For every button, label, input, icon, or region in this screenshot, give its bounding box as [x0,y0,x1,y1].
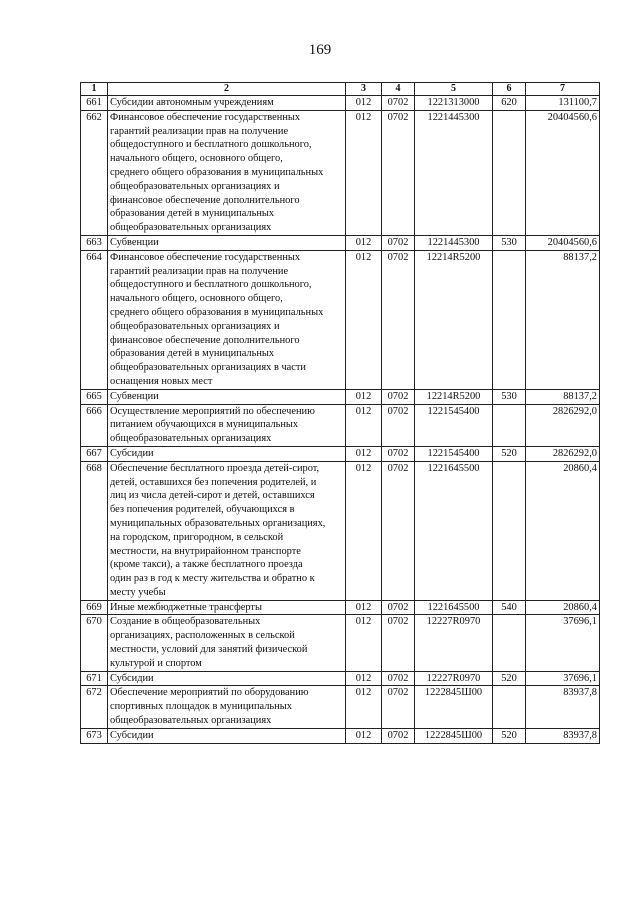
row-target-code: 1221313000 [415,96,493,111]
header-col-2: 2 [108,83,346,96]
row-admin-code: 012 [346,600,382,615]
row-section-code: 0702 [382,728,415,743]
table-header-row [81,83,600,96]
table-row [81,389,600,404]
row-number: 667 [81,446,108,461]
row-section-code: 0702 [382,671,415,686]
row-number: 665 [81,389,108,404]
header-col-4: 4 [382,83,415,96]
row-target-code: 1222845Ш00 [415,686,493,728]
row-target-code: 1221545400 [415,404,493,446]
row-expense-type: 540 [493,600,526,615]
row-amount: 20404560,6 [526,235,600,250]
row-amount: 37696,1 [526,615,600,671]
row-expense-type [493,461,526,600]
row-expense-type [493,250,526,389]
table-row [81,446,600,461]
row-amount: 20860,4 [526,461,600,600]
row-section-code: 0702 [382,96,415,111]
table-row [81,671,600,686]
row-section-code: 0702 [382,461,415,600]
row-expense-type [493,615,526,671]
row-number: 670 [81,615,108,671]
row-section-code: 0702 [382,404,415,446]
row-admin-code: 012 [346,671,382,686]
row-amount: 131100,7 [526,96,600,111]
row-admin-code: 012 [346,235,382,250]
row-number: 662 [81,110,108,235]
row-admin-code: 012 [346,110,382,235]
row-admin-code: 012 [346,446,382,461]
row-target-code: 1221545400 [415,446,493,461]
row-amount: 83937,8 [526,686,600,728]
row-admin-code: 012 [346,250,382,389]
row-number: 672 [81,686,108,728]
row-name: Обеспечение мероприятий по оборудованию спортивных площадок в муниципальных общеобразовательных организациях [108,686,346,728]
row-name: Субсидии автономным учреждениям [108,96,346,111]
row-expense-type: 520 [493,446,526,461]
row-name: Субвенции [108,235,346,250]
row-section-code: 0702 [382,615,415,671]
row-name: Субвенции [108,389,346,404]
row-amount: 88137,2 [526,250,600,389]
row-target-code: 1221445300 [415,235,493,250]
row-admin-code: 012 [346,615,382,671]
row-name: Финансовое обеспечение государственных гарантий реализации прав на получение общедоступного и бесплатного дошкольного, начального общего, основного общего, среднего общего образования в муниципальных общеобразовательных организациях и финансовое обеспечение дополнительного образования детей в муниципальных общеобразовательных организациях в части оснащения новых мест [108,250,346,389]
row-target-code: 12227R0970 [415,615,493,671]
row-number: 668 [81,461,108,600]
row-expense-type: 520 [493,728,526,743]
row-number: 664 [81,250,108,389]
row-expense-type: 530 [493,389,526,404]
row-amount: 2826292,0 [526,446,600,461]
row-target-code: 12227R0970 [415,671,493,686]
row-name: Создание в общеобразовательных организациях, расположенных в сельской местности, условий для занятий физической культурой и спортом [108,615,346,671]
table-row [81,615,600,671]
row-amount: 2826292,0 [526,404,600,446]
row-expense-type [493,404,526,446]
row-section-code: 0702 [382,600,415,615]
header-col-5: 5 [415,83,493,96]
table-row [81,461,600,600]
row-amount: 83937,8 [526,728,600,743]
row-section-code: 0702 [382,110,415,235]
row-section-code: 0702 [382,235,415,250]
row-section-code: 0702 [382,686,415,728]
row-admin-code: 012 [346,686,382,728]
row-admin-code: 012 [346,404,382,446]
table-row [81,96,600,111]
row-target-code: 1221445300 [415,110,493,235]
row-number: 673 [81,728,108,743]
row-section-code: 0702 [382,250,415,389]
row-amount: 20860,4 [526,600,600,615]
row-expense-type: 520 [493,671,526,686]
header-col-3: 3 [346,83,382,96]
row-name: Обеспечение бесплатного проезда детей-сирот, детей, оставшихся без попечения родителей, и лиц из числа детей-сирот и детей, оставшихся без попечения родителей, обучающихся в муниципальных образовательных организациях, на городском, пригородном, в сельской местности, на внутрирайонном транспорте (кроме такси), а также бесплатного проезда один раз в год к месту жительства и обратно к месту учебы [108,461,346,600]
row-section-code: 0702 [382,389,415,404]
row-name: Иные межбюджетные трансферты [108,600,346,615]
table-row [81,600,600,615]
table-row [81,110,600,235]
row-target-code: 1221645500 [415,461,493,600]
row-expense-type [493,686,526,728]
row-admin-code: 012 [346,96,382,111]
row-admin-code: 012 [346,728,382,743]
page-number: 169 [308,42,332,58]
row-target-code: 12214R5200 [415,250,493,389]
row-number: 669 [81,600,108,615]
table-row [81,250,600,389]
header-col-1: 1 [81,83,108,96]
row-name: Финансовое обеспечение государственных гарантий реализации прав на получение общедоступного и бесплатного дошкольного, начального общего, основного общего, среднего общего образования в муниципальных общеобразовательных организациях и финансовое обеспечение дополнительного образования детей в муниципальных общеобразовательных организациях [108,110,346,235]
row-amount: 20404560,6 [526,110,600,235]
row-admin-code: 012 [346,461,382,600]
row-admin-code: 012 [346,389,382,404]
row-number: 661 [81,96,108,111]
table-row [81,728,600,743]
row-expense-type [493,110,526,235]
table-row [81,404,600,446]
row-target-code: 12214R5200 [415,389,493,404]
row-name: Осуществление мероприятий по обеспечению питанием обучающихся в муниципальных общеобразовательных организациях [108,404,346,446]
row-name: Субсидии [108,728,346,743]
header-col-6: 6 [493,83,526,96]
row-name: Субсидии [108,446,346,461]
table-row [81,235,600,250]
budget-table [80,82,600,744]
row-number: 666 [81,404,108,446]
header-col-7: 7 [526,83,600,96]
row-number: 663 [81,235,108,250]
row-expense-type: 620 [493,96,526,111]
row-section-code: 0702 [382,446,415,461]
row-target-code: 1221645500 [415,600,493,615]
row-amount: 88137,2 [526,389,600,404]
row-number: 671 [81,671,108,686]
row-target-code: 1222845Ш00 [415,728,493,743]
row-name: Субсидии [108,671,346,686]
row-amount: 37696,1 [526,671,600,686]
table-row [81,686,600,728]
row-expense-type: 530 [493,235,526,250]
